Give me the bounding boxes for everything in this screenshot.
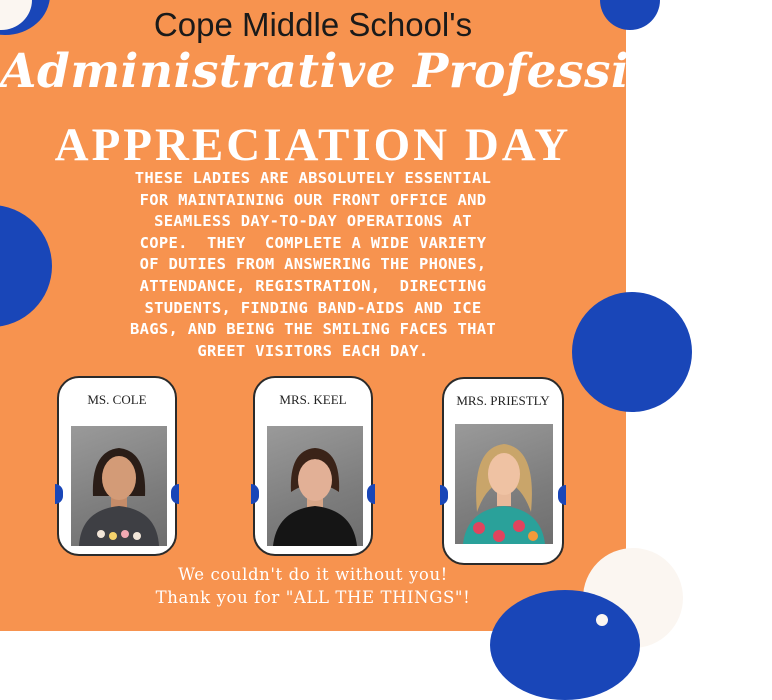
decor-dot-bottom-right <box>596 614 608 626</box>
staff-photo <box>455 424 553 544</box>
body-line: FOR MAINTAINING OUR FRONT OFFICE AND <box>139 190 487 209</box>
portrait-icon <box>455 424 553 544</box>
decor-circle-left <box>0 205 52 327</box>
staff-name: MRS. PRIESTLY <box>456 393 550 408</box>
footer-line-1: We couldn't do it without you! <box>178 565 448 584</box>
staff-photo <box>71 426 167 546</box>
staff-card-priestly <box>442 377 564 565</box>
script-title: Administrative Professionals <box>0 44 772 99</box>
card-tab-left <box>251 484 259 504</box>
staff-card-cole <box>57 376 177 556</box>
card-tab-right <box>367 484 375 504</box>
body-line: COPE. THEY COMPLETE A WIDE VARIETY <box>139 233 487 252</box>
portrait-icon <box>267 426 363 546</box>
body-line: THESE LADIES ARE ABSOLUTELY ESSENTIAL <box>134 169 492 187</box>
body-paragraph <box>58 168 568 362</box>
decor-circle-right <box>572 292 692 412</box>
school-name: Cope Middle School's <box>153 6 473 43</box>
appreciation-day-title: APPRECIATION DAY <box>54 119 572 171</box>
staff-photo <box>267 426 363 546</box>
portrait-icon <box>71 426 167 546</box>
body-line: ATTENDANCE, REGISTRATION, DIRECTING <box>139 276 487 295</box>
footer-message <box>0 563 626 609</box>
staff-name: MRS. KEEL <box>279 392 347 407</box>
staff-card-keel <box>253 376 373 556</box>
body-line: GREET VISITORS EACH DAY. <box>197 341 429 360</box>
body-line: SEAMLESS DAY-TO-DAY OPERATIONS AT <box>154 212 472 231</box>
card-tab-left <box>440 485 448 505</box>
body-line: OF DUTIES FROM ANSWERING THE PHONES, <box>139 255 487 274</box>
card-tab-left <box>55 484 63 504</box>
card-tab-right <box>171 484 179 504</box>
body-line: BAGS, AND BEING THE SMILING FACES THAT <box>129 320 496 339</box>
footer-line-2: Thank you for "ALL THE THINGS"! <box>155 588 471 607</box>
card-tab-right <box>558 485 566 505</box>
staff-name: MS. COLE <box>87 392 147 407</box>
body-line: STUDENTS, FINDING BAND-AIDS AND ICE <box>144 298 482 317</box>
